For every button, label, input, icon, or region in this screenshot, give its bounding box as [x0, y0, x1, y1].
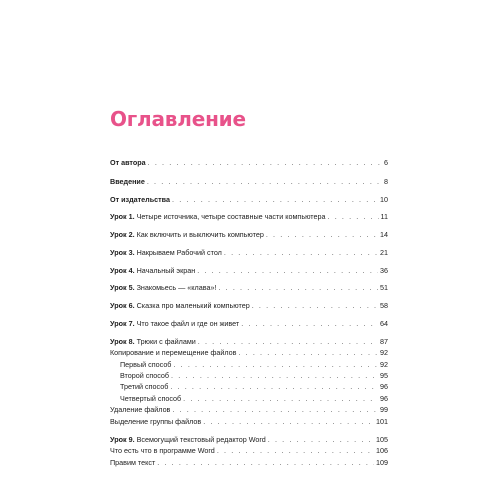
- toc-entry-page: 36: [380, 266, 388, 275]
- lesson-number: Урок 4.: [110, 266, 135, 275]
- toc-entry-label: Сказка про маленький компьютер: [136, 301, 250, 310]
- lesson-number: Урок 2.: [110, 230, 135, 239]
- toc-entry-lesson-3[interactable]: [110, 247, 388, 258]
- dot-leader: [328, 211, 379, 222]
- toc-entry-delete-files[interactable]: [110, 404, 388, 415]
- dot-leader: [218, 282, 378, 293]
- toc-entry-page: 95: [380, 371, 388, 380]
- toc-entry-page: 6: [384, 158, 388, 167]
- toc-entry-label: Копирование и перемещение файлов: [110, 348, 237, 357]
- page-title: Оглавление: [110, 107, 246, 131]
- toc-entry-from-author[interactable]: [110, 157, 388, 168]
- dot-leader: [170, 381, 378, 392]
- lesson-number: Урок 9.: [110, 435, 135, 444]
- toc-entry-introduction[interactable]: [110, 176, 388, 187]
- toc-entry-page: 109: [376, 458, 388, 467]
- toc-entry-lesson-1[interactable]: [110, 211, 388, 222]
- toc-entry-lesson-9[interactable]: [110, 434, 388, 445]
- toc-entry-page: 101: [376, 417, 388, 426]
- toc-entry-page: 87: [380, 337, 388, 346]
- toc-entry-page: 10: [380, 195, 388, 204]
- dot-leader: [171, 370, 378, 381]
- toc-entry-label: Выделение группы файлов: [110, 417, 202, 426]
- dot-leader: [203, 416, 374, 427]
- toc-entry-page: 96: [380, 394, 388, 403]
- dot-leader: [224, 247, 378, 258]
- toc-entry-label: Как включить и выключить компьютер: [136, 230, 264, 239]
- toc-entry-copy-move-files[interactable]: [110, 347, 388, 358]
- toc-entry-second-method[interactable]: [120, 370, 388, 381]
- toc-entry-label: Четыре источника, четыре составные части компьютера: [136, 212, 326, 221]
- toc-entry-page: 105: [376, 435, 388, 444]
- toc-entry-lesson-5[interactable]: [110, 282, 388, 293]
- toc-entry-page: 92: [380, 360, 388, 369]
- toc-entry-label: Правим текст: [110, 458, 156, 467]
- dot-leader: [217, 445, 374, 456]
- dot-leader: [147, 176, 382, 187]
- toc-entry-page: 64: [380, 319, 388, 328]
- toc-entry-page: 99: [380, 405, 388, 414]
- toc-entry-label: Знакомьесь — «клава»!: [136, 283, 217, 292]
- dot-leader: [197, 265, 378, 276]
- toc-entry-lesson-8[interactable]: [110, 336, 388, 347]
- toc-entry-page: 14: [380, 230, 388, 239]
- dot-leader: [238, 347, 378, 358]
- toc-entry-from-publisher[interactable]: [110, 194, 388, 205]
- toc-entry-label: Что такое файл и где он живет: [136, 319, 240, 328]
- toc-entry-select-group[interactable]: [110, 416, 388, 427]
- dot-leader: [148, 157, 382, 168]
- dot-leader: [198, 336, 378, 347]
- toc-entry-first-method[interactable]: [120, 359, 388, 370]
- dot-leader: [252, 300, 378, 311]
- toc-entry-label: Введение: [110, 177, 145, 186]
- toc-entry-label: Удаление файлов: [110, 405, 171, 414]
- dot-leader: [172, 404, 378, 415]
- toc-entry-page: 8: [384, 177, 388, 186]
- toc-entry-page: 96: [380, 382, 388, 391]
- lesson-number: Урок 7.: [110, 319, 135, 328]
- toc-entry-edit-text[interactable]: [110, 457, 388, 468]
- toc-entry-label: Что есть что в программе Word: [110, 446, 215, 455]
- lesson-number: Урок 5.: [110, 283, 135, 292]
- toc-entry-label: Второй способ: [120, 371, 170, 380]
- toc-entry-page: 92: [380, 348, 388, 357]
- toc-entry-third-method[interactable]: [120, 381, 388, 392]
- toc-entry-label: Начальный экран: [136, 266, 196, 275]
- toc-entry-what-is-what-word[interactable]: [110, 445, 388, 456]
- toc-entry-label: Трюки с файлами: [136, 337, 196, 346]
- dot-leader: [157, 457, 374, 468]
- toc-entry-page: 106: [376, 446, 388, 455]
- toc-entry-label: Первый способ: [120, 360, 172, 369]
- toc-entry-page: 51: [380, 283, 388, 292]
- toc-entry-page: 58: [380, 301, 388, 310]
- lesson-number: Урок 6.: [110, 301, 135, 310]
- toc-entry-page: 21: [380, 248, 388, 257]
- toc-entry-label: Всемогущий текстовый редактор Word: [136, 435, 266, 444]
- lesson-number: Урок 1.: [110, 212, 135, 221]
- toc-entry-fourth-method[interactable]: [120, 393, 388, 404]
- toc-entry-label: От издательства: [110, 195, 170, 204]
- toc-entry-lesson-2[interactable]: [110, 229, 388, 240]
- dot-leader: [241, 318, 378, 329]
- toc-entry-label: Четвертый способ: [120, 394, 182, 403]
- dot-leader: [266, 229, 378, 240]
- toc-entry-lesson-6[interactable]: [110, 300, 388, 311]
- toc-entry-label: От автора: [110, 158, 146, 167]
- toc-entry-label: Третий способ: [120, 382, 169, 391]
- lesson-number: Урок 3.: [110, 248, 135, 257]
- dot-leader: [268, 434, 374, 445]
- toc-entry-lesson-4[interactable]: [110, 265, 388, 276]
- toc-entry-lesson-7[interactable]: [110, 318, 388, 329]
- dot-leader: [183, 393, 378, 404]
- lesson-number: Урок 8.: [110, 337, 135, 346]
- dot-leader: [172, 194, 378, 205]
- toc-entry-label: Накрываем Рабочий стол: [136, 248, 222, 257]
- toc-entry-page: 11: [380, 212, 388, 221]
- dot-leader: [173, 359, 378, 370]
